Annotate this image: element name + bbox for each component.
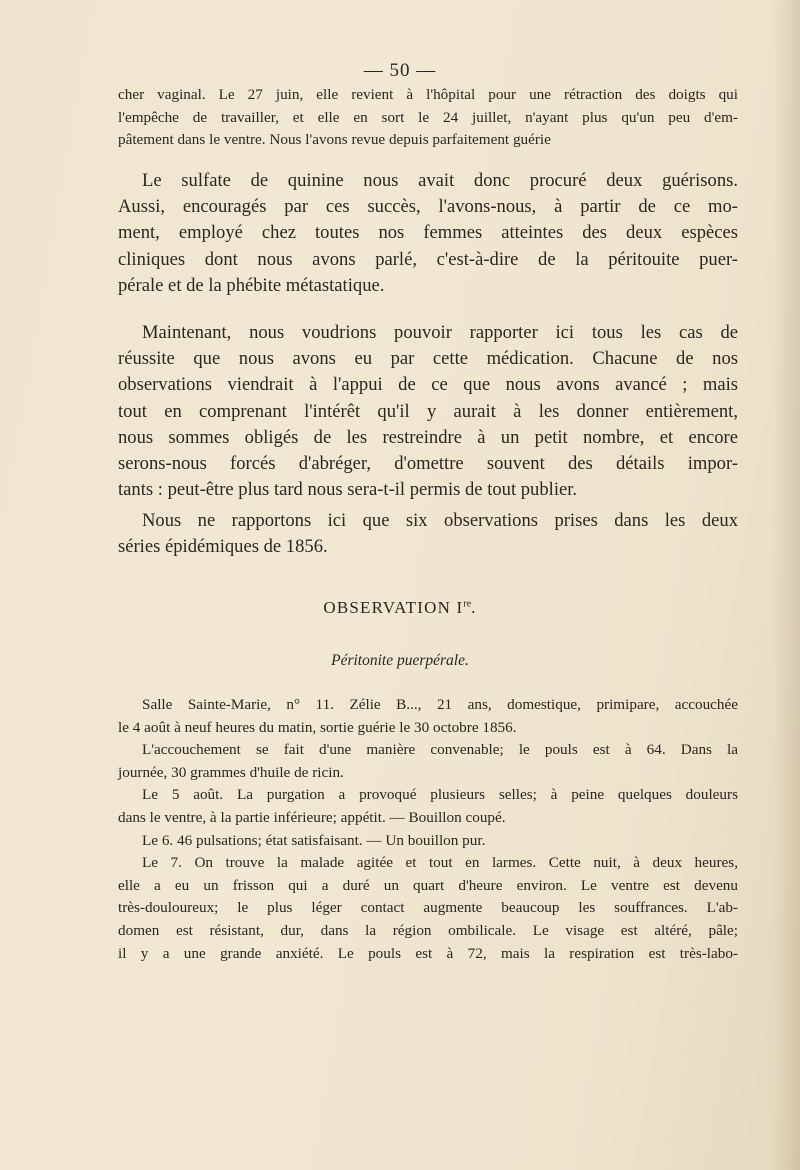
text-line: pérale et de la phébite métastatique. (118, 274, 385, 296)
text-line: séries épidémiques de 1856. (118, 536, 328, 558)
text-line: ment, employé chez toutes nos femmes atteintes des deux espèces (118, 222, 738, 244)
paragraph-observations (118, 320, 738, 503)
text-line: dans le ventre, à la partie inférieure; appétit. — Bouillon coupé. (118, 808, 506, 826)
text-line: il y a une grande anxiété. Le pouls est à 72, mais la respiration est très-labo- (118, 944, 738, 962)
text-line: nous sommes obligés de les restreindre à un petit nombre, et encore (118, 426, 738, 448)
text-line: tout en comprenant l'intérêt qu'il y aurait à les donner entièrement, (118, 400, 738, 422)
text-line: réussite que nous avons eu par cette médication. Chacune de nos (118, 348, 738, 370)
text-line: cher vaginal. Le 27 juin, elle revient à l'hôpital pour une rétraction des doigts qui (118, 86, 738, 103)
text-line: serons-nous forcés d'abréger, d'omettre souvent des détails impor- (118, 453, 738, 475)
observation-heading-superscript: re (463, 598, 472, 610)
text-line: Le 6. 46 pulsations; état satisfaisant. — Un bouillon pur. (142, 831, 486, 849)
observation-body (118, 694, 738, 965)
paragraph-quinine (118, 168, 738, 299)
text-line: pâtement dans le ventre. Nous l'avons revue depuis parfaitement guérie (118, 131, 551, 149)
paragraph-series (118, 508, 738, 560)
observation-heading-suffix: . (471, 598, 477, 617)
text-line: Salle Sainte-Marie, n° 11. Zélie B..., 21 ans, domestique, primipare, accouchée (142, 696, 738, 713)
text-line: Nous ne rapportons ici que six observations prises dans les deux (142, 510, 738, 531)
text-line: observations viendrait à l'appui de ce que nous avons avancé ; mais (118, 374, 738, 396)
observation-subheading: Péritonite puerpérale. (331, 652, 469, 669)
text-line: Aussi, encouragés par ces succès, l'avons-nous, à partir de ce mo- (118, 196, 738, 218)
text-line: tants : peut-être plus tard nous sera-t-il permis de tout publier. (118, 479, 578, 501)
text-line: Maintenant, nous voudrions pouvoir rapporter ici tous les cas de (142, 322, 738, 343)
text-line: journée, 30 grammes d'huile de ricin. (118, 763, 344, 781)
text-line: cliniques dont nous avons parlé, c'est-à-dire de la péritouite puer- (118, 248, 738, 270)
text-line: l'empêche de travailler, et elle en sort le 24 juillet, n'ayant plus qu'un peu d'em- (118, 108, 738, 126)
page-edge-shadow (772, 0, 800, 1170)
page-number: — 50 — (363, 60, 437, 81)
observation-heading-text: OBSERVATION I (323, 598, 464, 617)
observation-heading (0, 598, 800, 618)
text-line: domen est résistant, dur, dans la région ombilicale. Le visage est altéré, pâle; (118, 921, 738, 939)
text-line: Le 5 août. La purgation a provoqué plusieurs selles; à peine quelques douleurs (142, 786, 738, 804)
text-line: elle a eu un frisson qui a duré un quart d'heure environ. Le ventre est devenu (118, 876, 738, 894)
text-line: Le 7. On trouve la malade agitée et tout en larmes. Cette nuit, à deux heures, (142, 854, 738, 872)
text-line: Le sulfate de quinine nous avait donc procuré deux guérisons. (142, 170, 738, 191)
text-line: très-douloureux; le plus léger contact augmente beaucoup les souffrances. L'ab- (118, 899, 738, 917)
text-line: le 4 août à neuf heures du matin, sortie guérie le 30 octobre 1856. (118, 718, 517, 736)
intro-paragraph (118, 84, 738, 152)
text-line: L'accouchement se fait d'une manière convenable; le pouls est à 64. Dans la (142, 741, 738, 759)
